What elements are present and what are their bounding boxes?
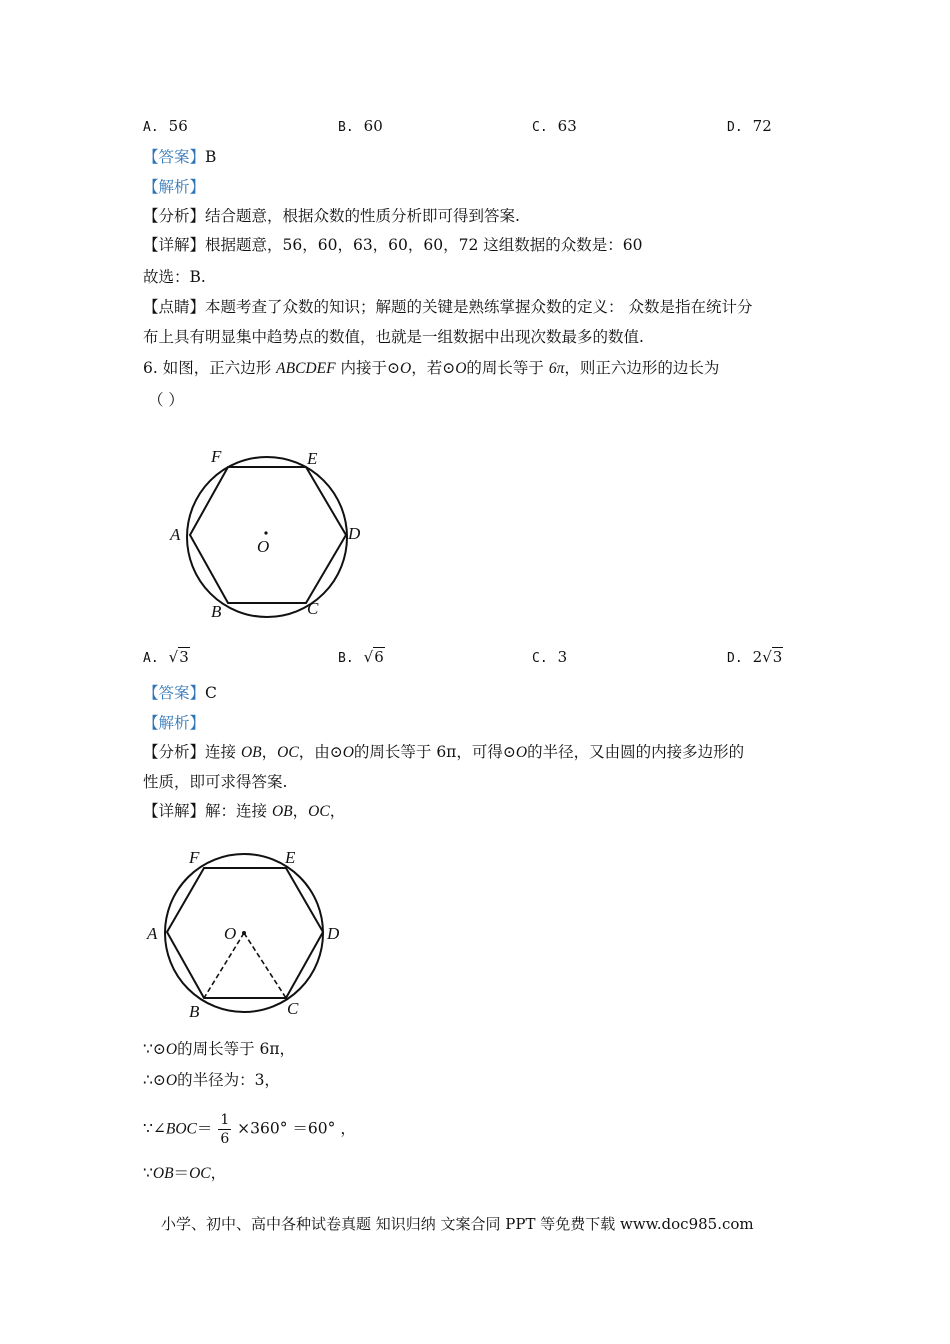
q6-option-b: B. √6 — [338, 648, 384, 666]
page-footer: 小学、初中、高中各种试卷真题 知识归纳 文案合同 PPT 等免费下载 www.doc985.com — [161, 1215, 754, 1233]
q5-guxuan: 故选：B. — [143, 268, 206, 286]
q6-fenxi-cont: 性质，即可求得答案. — [143, 773, 288, 791]
q5-dianjing: 【点睛】本题考查了众数的知识；解题的关键是熟练掌握众数的定义： 众数是指在统计分 — [143, 298, 753, 316]
label-b: B — [211, 602, 222, 621]
center-point — [242, 931, 246, 935]
fraction-one-sixth: $\frac{1}{6}$ — [220, 1112, 230, 1147]
step-3: ∵∠BOC＝ $\frac{1}{6}$ ×360° ＝60° ， — [143, 1112, 356, 1147]
q6-stem: 6. 如图，正六边形 ABCDEF 内接于⊙O，若⊙O的周长等于 6π，则正六边形的边长为 — [143, 359, 720, 377]
step-1: ∵⊙O的周长等于 6π， — [143, 1040, 296, 1058]
label-f: F — [189, 848, 200, 867]
label-a: A — [170, 525, 181, 544]
q5-fenxi: 【分析】结合题意，根据众数的性质分析即可得到答案. — [143, 207, 520, 225]
q5-option-d: D. 72 — [727, 117, 772, 135]
q5-dianjing-cont: 布上具有明显集中趋势点的数值，也就是一组数据中出现次数最多的数值. — [143, 328, 644, 346]
label-f: F — [211, 447, 222, 466]
label-b: B — [189, 1002, 200, 1021]
label-o: O — [257, 537, 270, 556]
q6-jiexi: 【解析】 — [143, 714, 206, 732]
step-2: ∴⊙O的半径为：3， — [143, 1071, 280, 1089]
q6-paren: （ ） — [148, 391, 184, 409]
label-d: D — [348, 524, 361, 543]
label-e: E — [307, 449, 318, 468]
q6-option-c: C. 3 — [532, 648, 568, 666]
q5-option-a: A. 56 — [143, 117, 188, 135]
q5-jiexi: 【解析】 — [143, 178, 206, 196]
figure-hexagon-2 — [140, 840, 360, 1025]
q6-option-d: D. 2√3 — [727, 648, 783, 666]
q6-fenxi: 【分析】连接 OB，OC，由⊙O的周长等于 6π，可得⊙O的半径，又由圆的内接多边形的 — [143, 743, 745, 761]
q5-xiangjie: 【详解】根据题意，56，60，63，60，60，72 这组数据的众数是：60 — [143, 236, 643, 254]
q6-xiangjie: 【详解】解：连接 OB，OC， — [143, 802, 346, 820]
label-c: C — [287, 999, 299, 1018]
q5-answer: 【答案】B — [143, 148, 217, 166]
figure-hexagon-1 — [160, 440, 390, 640]
q5-option-b: B. 60 — [338, 117, 383, 135]
hexagon — [190, 467, 346, 603]
label-a: A — [147, 924, 158, 943]
q6-answer: 【答案】C — [143, 684, 217, 702]
step-4: ∵OB＝OC， — [143, 1164, 227, 1182]
q6-option-a: A. √3 — [143, 648, 189, 666]
label-c: C — [307, 599, 319, 618]
label-e: E — [285, 848, 296, 867]
label-d: D — [327, 924, 340, 943]
segment-oc — [244, 933, 286, 998]
q5-option-c: C. 63 — [532, 117, 577, 135]
label-o: O — [224, 924, 237, 943]
center-point — [264, 531, 267, 534]
